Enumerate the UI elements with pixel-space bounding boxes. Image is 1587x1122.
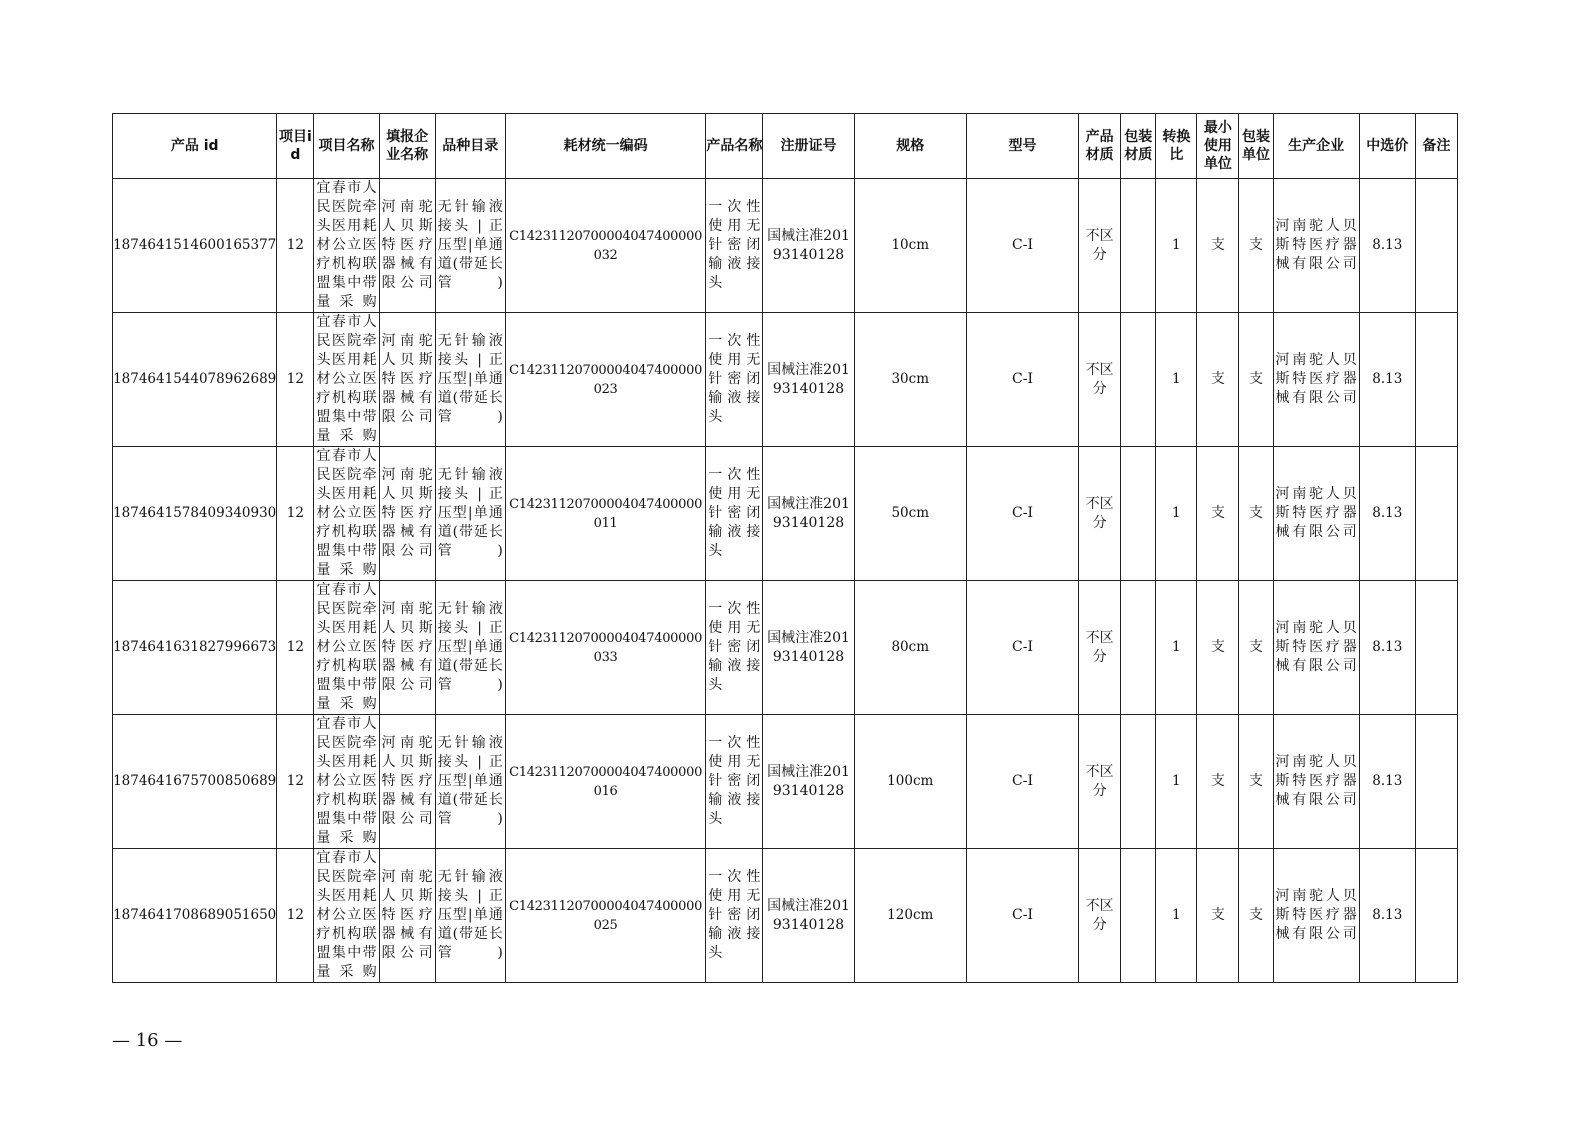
cell-product-name: 一次性使用无针密闭输液接头 [706, 313, 763, 447]
cell-ratio: 1 [1156, 179, 1197, 313]
cell-price: 8.13 [1359, 179, 1415, 313]
cell-code: C14231120700004047400000016 [505, 715, 705, 849]
cell-min-unit: 支 [1197, 179, 1239, 313]
cell-project-id: 12 [277, 715, 314, 849]
cell-filing-company: 河南驼人贝斯特医疗器械有限公司 [379, 179, 435, 313]
cell-pack-unit: 支 [1239, 447, 1273, 581]
cell-project-id: 12 [277, 581, 314, 715]
cell-product-id: 1874641675700850689 [113, 715, 277, 849]
cell-model: C-I [966, 313, 1078, 447]
cell-spec: 80cm [854, 581, 966, 715]
cell-catalog: 无针输液接头 | 正压型|单通道(带延长管) [435, 849, 505, 983]
column-header: 转换比 [1156, 114, 1197, 179]
column-header: 耗材统一编码 [505, 114, 705, 179]
table-body [113, 179, 1458, 983]
column-header: 生产企业 [1273, 114, 1359, 179]
cell-ratio: 1 [1156, 581, 1197, 715]
cell-product-name: 一次性使用无针密闭输液接头 [706, 849, 763, 983]
cell-remark [1415, 581, 1457, 715]
cell-material: 不区分 [1079, 447, 1121, 581]
cell-pack-material [1121, 179, 1156, 313]
cell-filing-company: 河南驼人贝斯特医疗器械有限公司 [379, 715, 435, 849]
cell-project-id: 12 [277, 447, 314, 581]
cell-manufacturer: 河南驼人贝斯特医疗器械有限公司 [1273, 313, 1359, 447]
cell-ratio: 1 [1156, 447, 1197, 581]
cell-project-id: 12 [277, 313, 314, 447]
column-header: 产品 id [113, 114, 277, 179]
cell-catalog: 无针输液接头 | 正压型|单通道(带延长管) [435, 715, 505, 849]
cell-pack-material [1121, 313, 1156, 447]
cell-price: 8.13 [1359, 715, 1415, 849]
column-header: 包装单位 [1239, 114, 1273, 179]
cell-catalog: 无针输液接头 | 正压型|单通道(带延长管) [435, 447, 505, 581]
cell-pack-material [1121, 581, 1156, 715]
cell-catalog: 无针输液接头 | 正压型|单通道(带延长管) [435, 179, 505, 313]
cell-filing-company: 河南驼人贝斯特医疗器械有限公司 [379, 313, 435, 447]
cell-pack-material [1121, 849, 1156, 983]
cell-reg-no: 国械注准20193140128 [763, 179, 854, 313]
cell-manufacturer: 河南驼人贝斯特医疗器械有限公司 [1273, 715, 1359, 849]
cell-product-id: 1874641708689051650 [113, 849, 277, 983]
column-header: 品种目录 [435, 114, 505, 179]
table-row [113, 581, 1458, 715]
cell-model: C-I [966, 581, 1078, 715]
cell-model: C-I [966, 715, 1078, 849]
cell-product-name: 一次性使用无针密闭输液接头 [706, 715, 763, 849]
cell-remark [1415, 849, 1457, 983]
cell-ratio: 1 [1156, 715, 1197, 849]
cell-material: 不区分 [1079, 715, 1121, 849]
cell-project-name: 宜春市人民医院牵头医用耗材公立医疗机构联盟集中带量采购 [314, 581, 379, 715]
cell-product-name: 一次性使用无针密闭输液接头 [706, 179, 763, 313]
cell-spec: 10cm [854, 179, 966, 313]
cell-product-id: 1874641578409340930 [113, 447, 277, 581]
cell-code: C14231120700004047400000023 [505, 313, 705, 447]
cell-remark [1415, 715, 1457, 849]
cell-pack-unit: 支 [1239, 715, 1273, 849]
cell-pack-unit: 支 [1239, 313, 1273, 447]
column-header: 项目id [277, 114, 314, 179]
cell-material: 不区分 [1079, 313, 1121, 447]
cell-price: 8.13 [1359, 313, 1415, 447]
table-header-row [113, 114, 1458, 179]
column-header: 产品名称 [706, 114, 763, 179]
cell-min-unit: 支 [1197, 715, 1239, 849]
cell-model: C-I [966, 849, 1078, 983]
cell-min-unit: 支 [1197, 313, 1239, 447]
cell-filing-company: 河南驼人贝斯特医疗器械有限公司 [379, 581, 435, 715]
cell-project-name: 宜春市人民医院牵头医用耗材公立医疗机构联盟集中带量采购 [314, 179, 379, 313]
column-header: 最小使用单位 [1197, 114, 1239, 179]
cell-product-id: 1874641631827996673 [113, 581, 277, 715]
cell-material: 不区分 [1079, 849, 1121, 983]
cell-catalog: 无针输液接头 | 正压型|单通道(带延长管) [435, 581, 505, 715]
cell-spec: 120cm [854, 849, 966, 983]
cell-material: 不区分 [1079, 581, 1121, 715]
table-row [113, 849, 1458, 983]
cell-remark [1415, 313, 1457, 447]
cell-spec: 50cm [854, 447, 966, 581]
cell-code: C14231120700004047400000032 [505, 179, 705, 313]
cell-reg-no: 国械注准20193140128 [763, 849, 854, 983]
cell-model: C-I [966, 179, 1078, 313]
column-header: 规格 [854, 114, 966, 179]
cell-ratio: 1 [1156, 849, 1197, 983]
cell-manufacturer: 河南驼人贝斯特医疗器械有限公司 [1273, 447, 1359, 581]
cell-pack-unit: 支 [1239, 179, 1273, 313]
cell-product-name: 一次性使用无针密闭输液接头 [706, 581, 763, 715]
column-header: 型号 [966, 114, 1078, 179]
cell-min-unit: 支 [1197, 849, 1239, 983]
cell-code: C14231120700004047400000025 [505, 849, 705, 983]
cell-pack-unit: 支 [1239, 849, 1273, 983]
cell-project-id: 12 [277, 179, 314, 313]
cell-price: 8.13 [1359, 447, 1415, 581]
page-number: — 16 — [112, 1030, 183, 1051]
column-header: 包装材质 [1121, 114, 1156, 179]
cell-project-name: 宜春市人民医院牵头医用耗材公立医疗机构联盟集中带量采购 [314, 447, 379, 581]
cell-pack-unit: 支 [1239, 581, 1273, 715]
column-header: 填报企业名称 [379, 114, 435, 179]
cell-price: 8.13 [1359, 581, 1415, 715]
column-header: 备注 [1415, 114, 1457, 179]
cell-catalog: 无针输液接头 | 正压型|单通道(带延长管) [435, 313, 505, 447]
cell-reg-no: 国械注准20193140128 [763, 581, 854, 715]
cell-spec: 100cm [854, 715, 966, 849]
cell-project-id: 12 [277, 849, 314, 983]
table-row [113, 447, 1458, 581]
column-header: 项目名称 [314, 114, 379, 179]
cell-material: 不区分 [1079, 179, 1121, 313]
cell-reg-no: 国械注准20193140128 [763, 715, 854, 849]
cell-ratio: 1 [1156, 313, 1197, 447]
table-row [113, 179, 1458, 313]
cell-remark [1415, 447, 1457, 581]
cell-min-unit: 支 [1197, 581, 1239, 715]
cell-filing-company: 河南驼人贝斯特医疗器械有限公司 [379, 447, 435, 581]
cell-price: 8.13 [1359, 849, 1415, 983]
cell-manufacturer: 河南驼人贝斯特医疗器械有限公司 [1273, 179, 1359, 313]
cell-spec: 30cm [854, 313, 966, 447]
cell-pack-material [1121, 447, 1156, 581]
cell-product-id: 1874641544078962689 [113, 313, 277, 447]
table-row [113, 313, 1458, 447]
cell-manufacturer: 河南驼人贝斯特医疗器械有限公司 [1273, 581, 1359, 715]
column-header: 注册证号 [763, 114, 854, 179]
cell-code: C14231120700004047400000011 [505, 447, 705, 581]
cell-filing-company: 河南驼人贝斯特医疗器械有限公司 [379, 849, 435, 983]
cell-remark [1415, 179, 1457, 313]
column-header: 中选价 [1359, 114, 1415, 179]
cell-project-name: 宜春市人民医院牵头医用耗材公立医疗机构联盟集中带量采购 [314, 849, 379, 983]
procurement-table [112, 113, 1458, 983]
cell-product-name: 一次性使用无针密闭输液接头 [706, 447, 763, 581]
cell-project-name: 宜春市人民医院牵头医用耗材公立医疗机构联盟集中带量采购 [314, 715, 379, 849]
cell-pack-material [1121, 715, 1156, 849]
cell-project-name: 宜春市人民医院牵头医用耗材公立医疗机构联盟集中带量采购 [314, 313, 379, 447]
cell-model: C-I [966, 447, 1078, 581]
cell-reg-no: 国械注准20193140128 [763, 313, 854, 447]
column-header: 产品材质 [1079, 114, 1121, 179]
table-row [113, 715, 1458, 849]
cell-min-unit: 支 [1197, 447, 1239, 581]
cell-product-id: 1874641514600165377 [113, 179, 277, 313]
cell-code: C14231120700004047400000033 [505, 581, 705, 715]
cell-manufacturer: 河南驼人贝斯特医疗器械有限公司 [1273, 849, 1359, 983]
cell-reg-no: 国械注准20193140128 [763, 447, 854, 581]
